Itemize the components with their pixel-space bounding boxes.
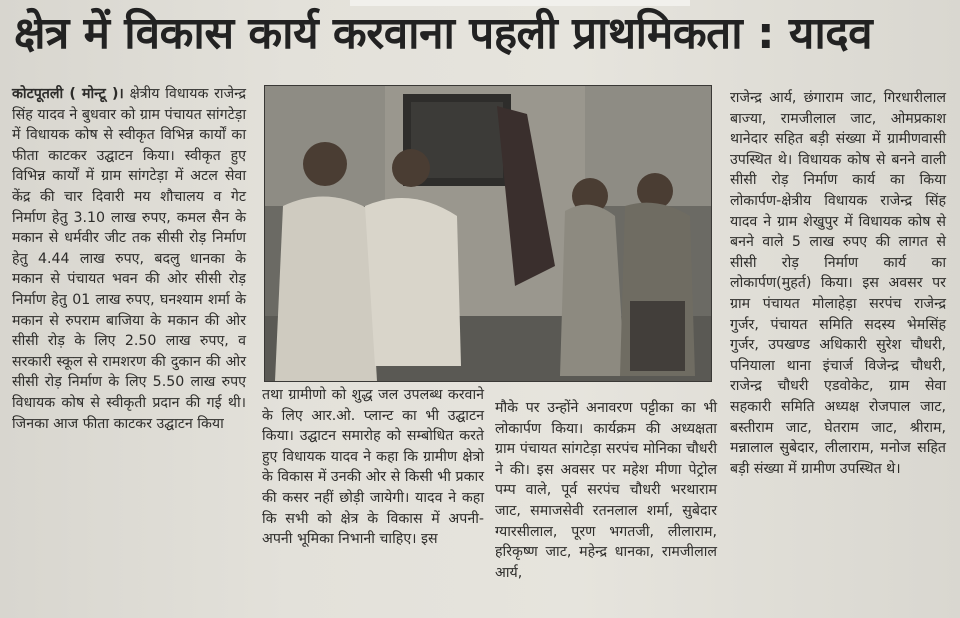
headline: क्षेत्र में विकास कार्य करवाना पहली प्राथमिकता : यादव (14, 8, 873, 59)
inauguration-photo (265, 86, 711, 381)
article-column-4 (730, 88, 946, 479)
news-photo (264, 85, 712, 382)
article-column-3 (495, 398, 717, 583)
column-2-text: तथा ग्रामीणो को शुद्ध जल उपलब्ध करवाने के लिए आर.ओ. प्लान्ट का भी उद्घाटन किया। उद्घाटन समारोह को सम्बोधित करते हुए विधायक यादव ने कहा कि ग्रामीण क्षेत्रो के विकास में उनकी ओर से किसी भी प्रकार की कसर नहीं छोड़ी जायेगी। यादव ने कहा कि सभी को क्षेत्र के विकास में अपनी-अपनी भूमिका निभानी चाहिए। इस (262, 387, 484, 548)
column-1-text: क्षेत्रीय विधायक राजेन्द्र सिंह यादव ने बुधवार को ग्राम पंचायत सांगटेड़ा में विधायक कोष से स्वीकृत विभिन्न कार्यों का फीता काटकर उद्घाटन किया। स्वीकृत हुए विभिन्न कार्यों में ग्राम सांगटेड़ा में अटल सेवा केंद्र की चार दिवारी मय शौचालय व गेट निर्माण हेतु 3.10 लाख रुपए, कमल सैन के मकान से धर्मवीर जीट तक सीसी रोड़ निर्माण हेतु 4.44 लाख रुपए, बदलु धानका के मकान से पंचायत भवन की ओर सीसी रोड़ निर्माण हेतु 01 लाख रुपए, घनश्याम शर्मा के मकान से रुपराम बाजिया के मकान की ओर सीसी रोड़ के लिए 2.50 लाख रुपए, व सरकारी स्कूल से रामशरण की दुकान की ओर सीसी रोड़ निर्माण के लिए 5.50 लाख रुपए विधायक कोष से स्वीकृती प्रदान की गई थी। जिनका आज फीता काटकर उद्घाटन किया (12, 86, 247, 432)
article-column-1 (12, 84, 246, 434)
byline: कोटपूतली ( मोन्टू )। (12, 86, 124, 102)
article-column-2 (262, 385, 484, 550)
column-3-text: मौके पर उन्होंने अनावरण पट्टीका का भी लोकार्पण किया। कार्यक्रम की अध्यक्षता ग्राम पंचायत सांगटेड़ा सरपंच मोनिका चौधरी ने की। इस अवसर पर महेश मीणा पेट्रोल पम्प वाले, पूर्व सरपंच चौधरी भरथाराम जाट, समाजसेवी रतनलाल शर्मा, सुबेदार ग्यारसीलाल, पूरण भगतजी, लीलाराम, हरिकृष्ण जाट, महेन्द्र धानका, रामजीलाल आर्य, (495, 400, 717, 581)
column-4-text: राजेन्द्र आर्य, छंगाराम जाट, गिरधारीलाल बाज्या, रामजीलाल जाट, ओमप्रकाश थानेदार सहित बड़ी संख्या में ग्रामीणवासी उपस्थित थे। विधायक कोष से बनने वाली सीसी रोड़ निर्माण कार्य का किया लोकार्पण-क्षेत्रीय विधायक राजेन्द्र सिंह यादव ने ग्राम शेखुपुर में विधायक कोष से बनने वाले 5 लाख रुपए की लागत से सीसी रोड़ निर्माण कार्य का लोकार्पण(मुहर्त) किया। इस अवसर पर ग्राम पंचायत मोलाहेड़ा सरपंच राजेन्द्र गुर्जर, पंचायत समिति सदस्य भेमसिंह गुर्जर, उपखण्ड अधिकारी सुरेश चौधरी, पनियाला थाना इंचार्ज विजेन्द्र चौधरी, राजेन्द्र चौधरी एडवोकेट, ग्राम सेवा सहकारी समिति अध्यक्ष रोजपाल जाट, बस्तीराम जाट, घेतराम जाट, श्रीराम, मन्नालाल सुबेदार, लीलाराम, मनोज सहित बड़ी संख्या में ग्रामीण उपस्थित थे। (730, 90, 946, 477)
